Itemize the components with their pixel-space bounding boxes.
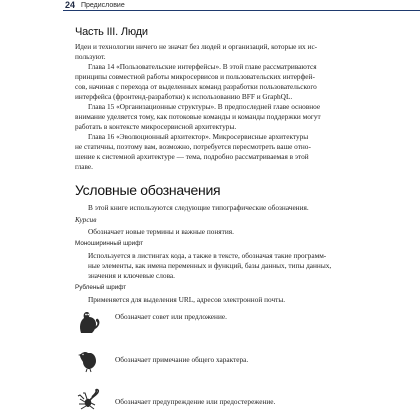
note-warning-text: Обозначает предупреждение или предостережение.	[115, 397, 276, 406]
part-heading: Часть III. Люди	[75, 26, 148, 38]
chapter-14-line: Глава 14 «Пользовательские интерфейсы». В этой главе рассматриваются	[88, 62, 317, 71]
note-general-text: Обозначает примечание общего характера.	[115, 355, 249, 364]
chapter-15-line: внимание уделяется тому, как потоковые команды и команды поддержки могут	[75, 112, 321, 121]
page-number: 24	[65, 0, 76, 10]
chapter-16-line: Глава 16 «Эволюционный архитектор». Микросервисные архитектуры	[88, 132, 309, 141]
monospace-description-line: значения и ключевые слова.	[88, 271, 175, 280]
monospace-description-line: Используется в листингах кода, а также в тексте, обозначая такие программ-	[88, 251, 327, 260]
monospace-term: Моноширинный шрифт	[75, 240, 144, 247]
monospace-description-line: ные элементы, как имена переменных и функций, базы данных, типы данных,	[88, 261, 332, 270]
header-rule	[63, 10, 420, 11]
part-paragraph-line: Идеи и технологии ничего не значат без людей и организаций, которые их ис-	[75, 42, 318, 51]
chapter-14-line: интерфейса (фронтенд-разработки) к использованию BFF и GraphQL.	[75, 92, 293, 101]
running-title: Предисловие	[81, 2, 125, 9]
italic-description: Обозначает новые термины и важные понятия.	[88, 227, 234, 236]
chapter-16-line: не статичны, поэтому вам, возможно, потребуется пересмотреть ваше отно-	[75, 142, 311, 151]
lemur-icon	[75, 309, 103, 335]
chapter-15-line: работать в контексте микросервисной архитектуры.	[75, 122, 237, 131]
scorpion-icon	[75, 387, 103, 413]
italic-term: Курсив	[75, 215, 97, 224]
chapter-14-line: сов, начиная с перехода от выделенных команд разработки пользовательского	[75, 82, 317, 91]
conventions-intro: В этой книге используются следующие типографические обозначения.	[88, 203, 309, 212]
conventions-heading: Условные обозначения	[75, 182, 221, 198]
chapter-15-line: Глава 15 «Организационные структуры». В предпоследней главе основное	[88, 102, 321, 111]
chapter-16-line: шение к системной архитектуре — тема, подробно рассматриваемая в этой	[75, 152, 309, 161]
sans-term: Рубленый шрифт	[75, 284, 127, 291]
raven-icon	[75, 347, 103, 373]
chapter-16-line: главе.	[75, 162, 93, 171]
chapter-14-line: принципы совместной работы микросервисов и пользовательских интерфей-	[75, 72, 315, 81]
part-paragraph-line: пользуют.	[75, 52, 106, 61]
sans-description: Применяется для выделения URL, адресов электронной почты.	[88, 295, 286, 304]
running-header	[63, 0, 420, 13]
note-tip-text: Обозначает совет или предложение.	[115, 312, 227, 321]
